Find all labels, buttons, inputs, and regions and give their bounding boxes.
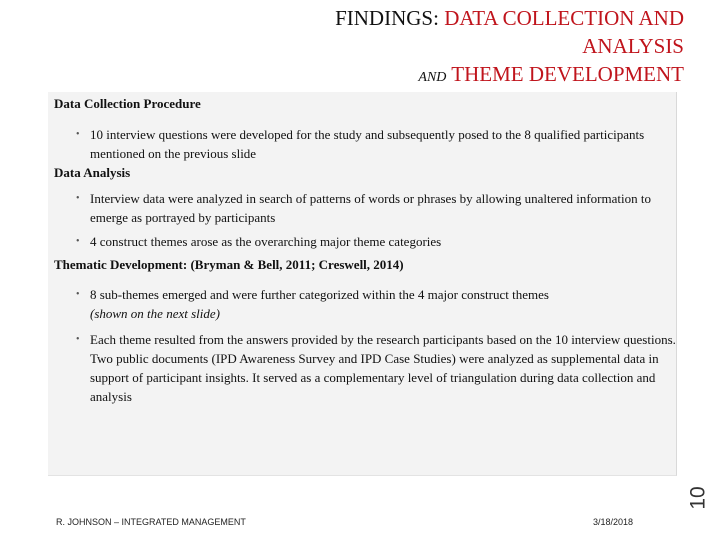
thematic-heading: Thematic Development: (Bryman & Bell, 2011; Creswell, 2014) [54, 257, 404, 272]
bullet-icon: • [76, 236, 80, 247]
slide-number-text: 10 [686, 486, 710, 510]
bullet-note: (shown on the next slide) [90, 306, 220, 321]
title-theme: THEME DEVELOPMENT [446, 62, 684, 86]
title-main: DATA COLLECTION AND [444, 6, 684, 30]
thematic-bullet-1 [76, 285, 676, 323]
collection-heading: Data Collection Procedure [54, 96, 201, 111]
bullet-text: 10 interview questions were developed for the study and subsequently posed to the 8 qualified participants mentioned on the previous slide [90, 127, 645, 161]
title-and: AND [418, 70, 447, 85]
analysis-bullet-2 [76, 232, 676, 251]
analysis-heading: Data Analysis [54, 165, 131, 180]
collection-bullet [76, 125, 676, 163]
bullet-icon: • [76, 193, 80, 204]
analysis-bullet-1 [76, 189, 676, 227]
slide-title [84, 4, 684, 92]
thematic-bullet-2 [76, 330, 676, 406]
bullet-icon: • [76, 334, 80, 345]
title-line-1 [84, 4, 684, 32]
bullet-text: 4 construct themes arose as the overarching major theme categories [90, 234, 442, 249]
title-line-3 [84, 60, 684, 92]
bullet-icon: • [76, 129, 80, 140]
bullet-text: Interview data were analyzed in search of patterns of words or phrases by allowing unaltered information to emerge as portrayed by participants [90, 191, 651, 225]
footer-date: 3/18/2018 [593, 517, 634, 527]
title-line-2: ANALYSIS [582, 34, 684, 58]
bullet-icon: • [76, 289, 80, 300]
footer-author: R. JOHNSON – INTEGRATED MANAGEMENT [56, 517, 246, 527]
bullet-text: Each theme resulted from the answers provided by the research participants based on the 10 interview questions. Two public documents (IPD Awareness Survey and IPD Case Studies) were analyzed as supplemental data in support of participant insights. It served as a complementary level of triangulation during data collection and analysis [90, 332, 676, 404]
bullet-text: 8 sub-themes emerged and were further categorized within the 4 major construct themes [90, 287, 549, 302]
title-prefix: FINDINGS: [335, 6, 445, 30]
slide-number [681, 470, 717, 526]
